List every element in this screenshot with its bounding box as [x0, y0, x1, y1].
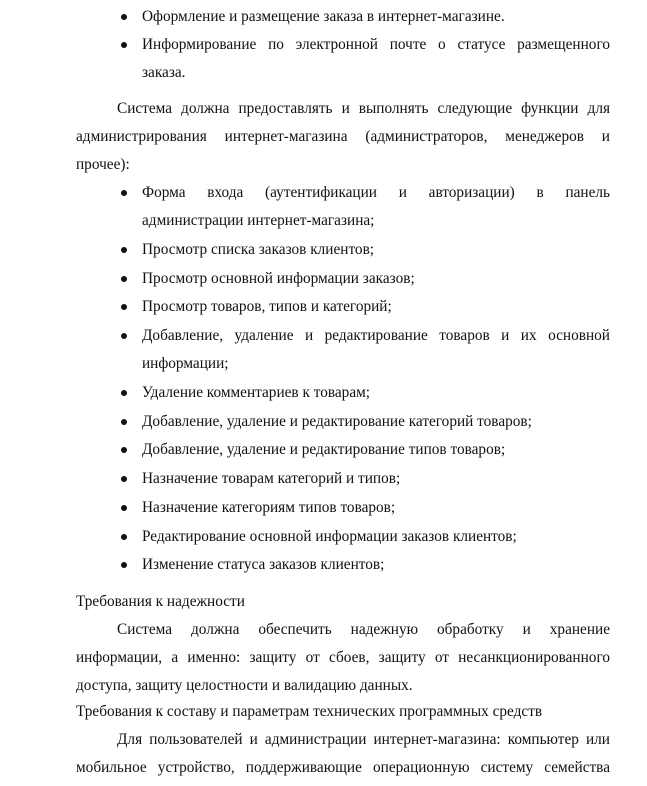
- bullet-icon: [121, 190, 127, 196]
- paragraph-line: Система должна обеспечить надежную обработку и хранение: [117, 621, 610, 638]
- list-item-text: Удаление комментариев к товарам;: [142, 384, 371, 401]
- paragraph-line: доступа, защиту целостности и валидацию данных.: [76, 677, 413, 694]
- bullet-icon: [121, 505, 127, 511]
- bullet-icon: [121, 276, 127, 282]
- list-item-text: Оформление и размещение заказа в интернет-магазине.: [142, 8, 505, 25]
- bullet-icon: [121, 42, 127, 48]
- list-item-text: Изменение статуса заказов клиентов;: [142, 556, 385, 573]
- bullet-icon: [121, 447, 127, 453]
- list-item-text: Информирование по электронной почте о статусе размещенного: [142, 36, 610, 53]
- list-item-text: Назначение товарам категорий и типов;: [142, 470, 401, 487]
- list-item-text: Добавление, удаление и редактирование категорий товаров;: [142, 413, 532, 430]
- list-item-text: Просмотр списка заказов клиентов;: [142, 241, 375, 258]
- bullet-icon: [121, 247, 127, 253]
- list-item-text: Просмотр основной информации заказов;: [142, 270, 415, 287]
- bullet-icon: [121, 562, 127, 568]
- bullet-icon: [121, 14, 127, 20]
- list-item-text: Назначение категориям типов товаров;: [142, 499, 396, 516]
- list-item-text: администрации интернет-магазина;: [142, 212, 375, 229]
- paragraph-line: прочее):: [76, 156, 130, 173]
- bullet-icon: [121, 390, 127, 396]
- paragraph-line: информации, а именно: защиту от сбоев, защиту от несанкционированного: [76, 649, 610, 666]
- paragraph-line: Система должна предоставлять и выполнять следующие функции для: [117, 100, 610, 117]
- list-item-text: Редактирование основной информации заказов клиентов;: [142, 528, 517, 545]
- list-item-text: Добавление, удаление и редактирование типов товаров;: [142, 441, 506, 458]
- paragraph-line: администрирования интернет-магазина (администраторов, менеджеров и: [76, 128, 610, 145]
- bullet-icon: [121, 333, 127, 339]
- list-item-text: Добавление, удаление и редактирование товаров и их основной: [142, 327, 610, 344]
- paragraph-line: Для пользователей и администрации интернет-магазина: компьютер или: [117, 731, 610, 748]
- bullet-icon: [121, 419, 127, 425]
- list-item-text: информации;: [142, 355, 229, 372]
- list-item-text: заказа.: [142, 64, 186, 81]
- bullet-icon: [121, 534, 127, 540]
- section-heading: Требования к надежности: [76, 593, 245, 610]
- list-item-text: Форма входа (аутентификации и авторизации) в панель: [142, 184, 610, 201]
- bullet-icon: [121, 304, 127, 310]
- section-heading: Требования к составу и параметрам технических программных средств: [76, 703, 543, 720]
- list-item-text: Просмотр товаров, типов и категорий;: [142, 298, 392, 315]
- paragraph-line: мобильное устройство, поддерживающие операционную систему семейства: [76, 759, 610, 776]
- bullet-icon: [121, 476, 127, 482]
